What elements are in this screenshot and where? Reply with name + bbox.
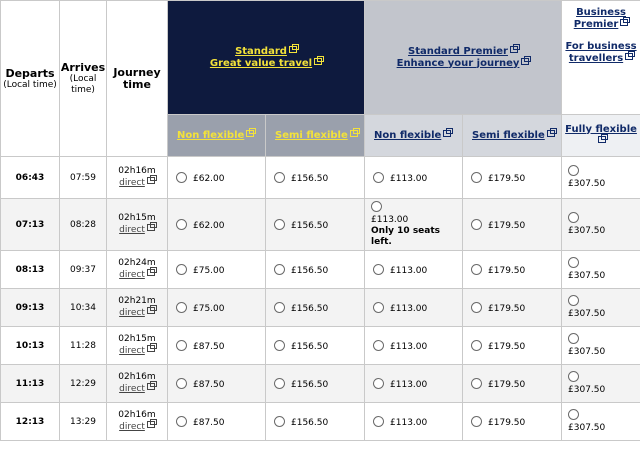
route-direct-link[interactable]: direct (119, 308, 155, 318)
departs-label: Departs (5, 66, 55, 80)
fare-price: £179.50 (488, 379, 526, 390)
duration: 02h16m (118, 166, 156, 176)
journey-time (107, 403, 168, 441)
route-direct-link[interactable]: direct (119, 422, 155, 432)
fare-type-prem-nonflex (365, 115, 463, 157)
journey-time (107, 199, 168, 251)
duration: 02h15m (118, 334, 156, 344)
business-tagline-link[interactable]: For business travellers (565, 41, 637, 64)
fare-price: £179.50 (488, 341, 526, 352)
fare-cell (365, 199, 463, 251)
external-link-icon (314, 58, 322, 65)
fare-radio[interactable] (371, 201, 382, 212)
fare-cell (266, 403, 365, 441)
route-direct-link[interactable]: direct (119, 384, 155, 394)
fare-price: £113.00 (390, 173, 428, 184)
premier-class-header (365, 1, 562, 115)
fare-radio[interactable] (176, 340, 187, 351)
fare-price: £179.50 (488, 303, 526, 314)
premier-tagline-link[interactable]: Enhance your journey (397, 58, 530, 69)
fare-radio[interactable] (373, 302, 384, 313)
external-link-icon (246, 130, 254, 137)
fare-price: £179.50 (488, 417, 526, 428)
table-row (1, 365, 640, 403)
arrive-time: 09:37 (60, 251, 107, 289)
fare-price: £307.50 (568, 271, 606, 281)
fare-cell (365, 403, 463, 441)
fare-radio[interactable] (274, 378, 285, 389)
fare-radio[interactable] (274, 172, 285, 183)
fare-cell (365, 251, 463, 289)
fare-price: £156.50 (291, 265, 329, 276)
fare-price: £113.00 (390, 341, 428, 352)
fare-radio[interactable] (274, 416, 285, 427)
fare-price: £307.50 (568, 423, 606, 433)
fare-radio[interactable] (471, 416, 482, 427)
external-link-icon (620, 19, 628, 26)
route-direct-link[interactable]: direct (119, 225, 155, 235)
journey-time (107, 251, 168, 289)
fare-price: £307.50 (568, 179, 606, 189)
fare-cell (463, 199, 562, 251)
fare-price: £179.50 (488, 220, 526, 231)
fare-radio[interactable] (274, 302, 285, 313)
premier-class-link[interactable]: Standard Premier (408, 46, 518, 57)
fare-price: £307.50 (568, 226, 606, 236)
fare-radio[interactable] (274, 264, 285, 275)
fare-cell (463, 327, 562, 365)
fare-radio[interactable] (373, 172, 384, 183)
fare-price: £156.50 (291, 379, 329, 390)
fare-radio[interactable] (373, 340, 384, 351)
fare-cell (168, 327, 266, 365)
external-link-icon (350, 130, 358, 137)
journey-rows (1, 157, 640, 441)
depart-time: 10:13 (1, 327, 60, 365)
departs-local-time: (Local time) (3, 79, 57, 90)
business-class-header (562, 1, 640, 115)
route-direct-link[interactable]: direct (119, 346, 155, 356)
external-link-icon (625, 53, 633, 60)
fare-price: £113.00 (390, 379, 428, 390)
departs-header (1, 1, 60, 157)
fare-cell (463, 251, 562, 289)
fare-price: £113.00 (390, 265, 428, 276)
fare-radio[interactable] (373, 378, 384, 389)
table-row (1, 289, 640, 327)
arrives-label: Arrives (60, 61, 106, 74)
duration: 02h16m (118, 372, 156, 382)
fare-price: £307.50 (568, 309, 606, 319)
prem-nonflex-link[interactable]: Non flexible (374, 130, 451, 141)
arrive-time: 13:29 (60, 403, 107, 441)
standard-class-header (168, 1, 365, 115)
fare-radio[interactable] (176, 264, 187, 275)
fare-radio[interactable] (176, 302, 187, 313)
bus-fullflex-link[interactable]: Fully flexible (565, 124, 637, 147)
fare-type-bus-fullflex (562, 115, 640, 157)
fare-price: £179.50 (488, 173, 526, 184)
fare-price: £75.00 (193, 303, 225, 314)
table-row (1, 199, 640, 251)
fare-cell (266, 251, 365, 289)
arrives-header (60, 1, 107, 157)
seats-left-note: Only 10 seats left. (371, 226, 441, 247)
fare-radio[interactable] (568, 257, 579, 268)
fare-radio[interactable] (176, 416, 187, 427)
fare-cell (463, 157, 562, 199)
fare-price: £156.50 (291, 220, 329, 231)
fare-radio[interactable] (471, 340, 482, 351)
fare-radio[interactable] (568, 371, 579, 382)
table-row (1, 327, 640, 365)
fare-cell (168, 199, 266, 251)
fare-radio[interactable] (176, 219, 187, 230)
external-link-icon (521, 58, 529, 65)
fare-cell (463, 289, 562, 327)
journey-time (107, 289, 168, 327)
fare-radio[interactable] (568, 333, 579, 344)
fare-radio[interactable] (568, 295, 579, 306)
fare-cell (463, 403, 562, 441)
prem-semiflex-link[interactable]: Semi flexible (472, 130, 555, 141)
fare-price: £87.50 (193, 341, 225, 352)
fare-radio[interactable] (471, 378, 482, 389)
fare-price: £113.00 (390, 417, 428, 428)
duration: 02h24m (118, 258, 156, 268)
fare-price: £156.50 (291, 417, 329, 428)
journey-time (107, 157, 168, 199)
fare-price: £62.00 (193, 220, 225, 231)
fare-price: £62.00 (193, 173, 225, 184)
fare-price: £75.00 (193, 265, 225, 276)
fare-cell (168, 251, 266, 289)
fare-radio[interactable] (568, 409, 579, 420)
fare-radio[interactable] (471, 219, 482, 230)
fare-cell (562, 403, 640, 441)
fare-cell (266, 365, 365, 403)
fare-price: £87.50 (193, 379, 225, 390)
fare-radio[interactable] (274, 340, 285, 351)
duration: 02h16m (118, 410, 156, 420)
fare-cell (266, 157, 365, 199)
fare-radio[interactable] (471, 172, 482, 183)
fare-cell (463, 365, 562, 403)
depart-time: 06:43 (1, 157, 60, 199)
external-link-icon (510, 46, 518, 53)
business-class-link[interactable]: Business Premier (574, 7, 629, 30)
fare-price: £179.50 (488, 265, 526, 276)
fare-price: £307.50 (568, 347, 606, 357)
external-link-icon (443, 130, 451, 137)
fare-type-std-semiflex (266, 115, 365, 157)
fare-cell (168, 403, 266, 441)
external-link-icon (147, 383, 155, 390)
standard-tagline-link[interactable]: Great value travel (210, 58, 322, 69)
fare-price: £156.50 (291, 173, 329, 184)
fare-radio[interactable] (176, 172, 187, 183)
table-row (1, 251, 640, 289)
fare-price: £156.50 (291, 303, 329, 314)
external-link-icon (547, 130, 555, 137)
arrive-time: 08:28 (60, 199, 107, 251)
fare-radio[interactable] (373, 416, 384, 427)
fare-cell (168, 365, 266, 403)
fare-cell (365, 327, 463, 365)
fare-type-std-nonflex (168, 115, 266, 157)
fare-cell (562, 199, 640, 251)
fare-price: £113.00 (371, 215, 409, 225)
standard-class-link[interactable]: Standard (235, 46, 297, 57)
fare-radio[interactable] (471, 264, 482, 275)
fare-cell (266, 199, 365, 251)
external-link-icon (598, 136, 606, 143)
external-link-icon (147, 421, 155, 428)
fare-price: £87.50 (193, 417, 225, 428)
external-link-icon (147, 307, 155, 314)
journey-time (107, 365, 168, 403)
depart-time: 12:13 (1, 403, 60, 441)
fare-radio[interactable] (471, 302, 482, 313)
fare-cell (365, 365, 463, 403)
fare-radio[interactable] (568, 212, 579, 223)
fare-cell (365, 289, 463, 327)
external-link-icon (289, 46, 297, 53)
fare-cell (562, 365, 640, 403)
arrive-time: 10:34 (60, 289, 107, 327)
std-nonflex-link[interactable]: Non flexible (177, 130, 254, 141)
external-link-icon (147, 269, 155, 276)
journey-time (107, 327, 168, 365)
fare-price: £113.00 (390, 303, 428, 314)
fare-cell (562, 327, 640, 365)
fare-radio[interactable] (176, 378, 187, 389)
duration: 02h21m (118, 296, 156, 306)
std-semiflex-link[interactable]: Semi flexible (275, 130, 358, 141)
fare-type-prem-semiflex (463, 115, 562, 157)
arrive-time: 11:28 (60, 327, 107, 365)
fare-cell (365, 157, 463, 199)
table-row (1, 403, 640, 441)
fare-price: £307.50 (568, 385, 606, 395)
fare-cell (266, 327, 365, 365)
external-link-icon (147, 177, 155, 184)
fare-cell (562, 251, 640, 289)
depart-time: 07:13 (1, 199, 60, 251)
fare-cell (168, 289, 266, 327)
table-row (1, 157, 640, 199)
route-direct-link[interactable]: direct (119, 178, 155, 188)
arrives-local-time: (Local time) (69, 74, 97, 95)
duration: 02h15m (118, 213, 156, 223)
fare-radio[interactable] (568, 165, 579, 176)
route-direct-link[interactable]: direct (119, 270, 155, 280)
journey-time-header: Journey time (107, 1, 168, 157)
fare-cell (562, 289, 640, 327)
arrive-time: 12:29 (60, 365, 107, 403)
fare-cell (562, 157, 640, 199)
fare-price: £156.50 (291, 341, 329, 352)
arrive-time: 07:59 (60, 157, 107, 199)
depart-time: 08:13 (1, 251, 60, 289)
depart-time: 09:13 (1, 289, 60, 327)
fare-cell (266, 289, 365, 327)
external-link-icon (147, 224, 155, 231)
fare-radio[interactable] (274, 219, 285, 230)
external-link-icon (147, 345, 155, 352)
fare-radio[interactable] (373, 264, 384, 275)
fare-cell (168, 157, 266, 199)
depart-time: 11:13 (1, 365, 60, 403)
